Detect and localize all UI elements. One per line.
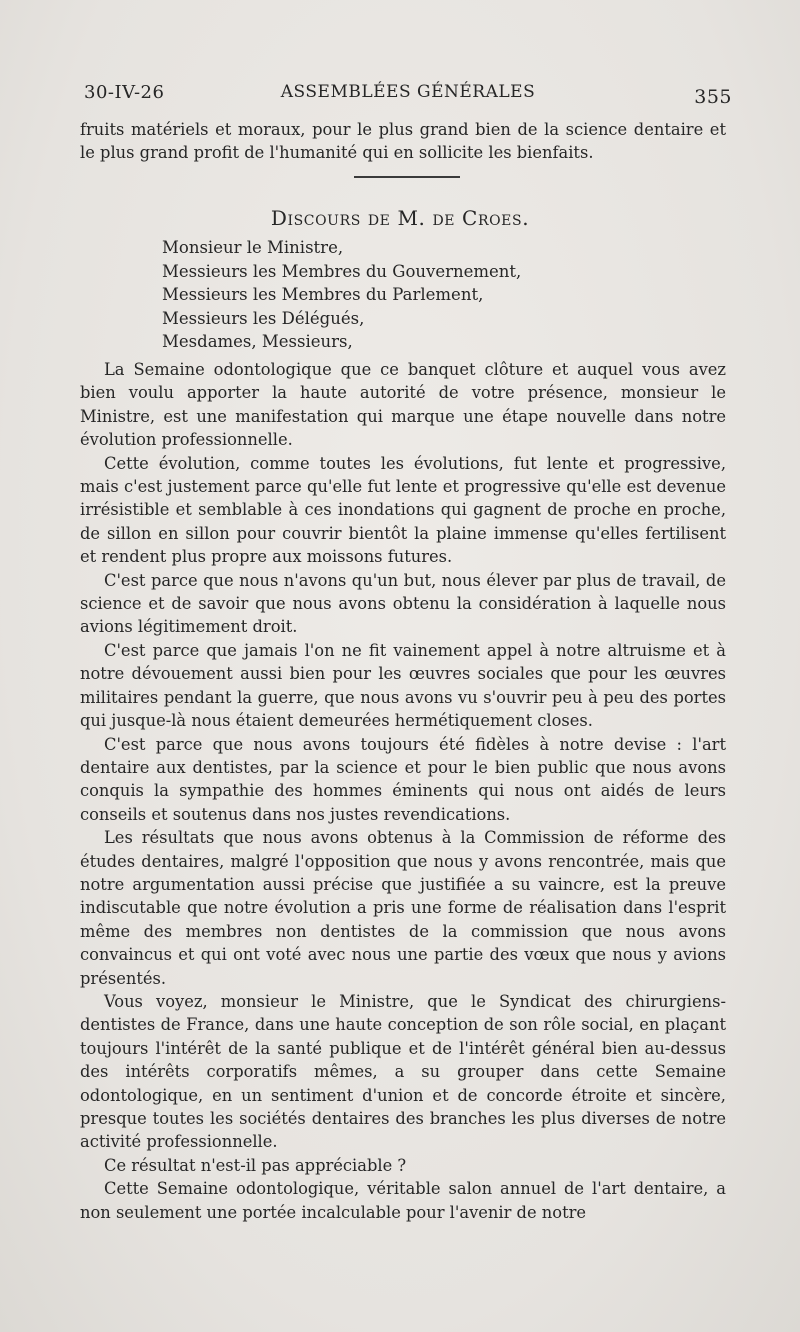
speech-title: Discours de M. de Croes. xyxy=(270,206,530,230)
salutation-line: Mesdames, Messieurs, xyxy=(162,332,353,351)
salutation-block xyxy=(162,236,521,354)
body-paragraph: Vous voyez, monsieur le Ministre, que le Syndicat des chirurgiens-dentistes de France, dans une haute conception de son rôle social, en plaçant toujours l'intérêt de la santé publique et de l'intérêt général bien au-dessus des intérêts corporatifs mêmes, a su grouper dans cette Semaine odontologique, en un sentiment d'union et de concorde étroite et sincère, presque toutes les sociétés dentaires des branches les plus diverses de notre activité professionnelle. xyxy=(80,991,726,1152)
header-section-title: ASSEMBLÉES GÉNÉRALES xyxy=(280,82,536,102)
body-paragraph: C'est parce que jamais l'on ne fit vainement appel à notre altruisme et à notre dévouement aussi bien pour les œuvres sociales que pour les œuvres militaires pendant la guerre, que nous avons vu s'ouvrir peu à peu des portes qui jusque-là nous étaient demeurées hermétiquement closes. xyxy=(80,640,726,731)
body-paragraph: La Semaine odontologique que ce banquet clôture et auquel vous avez bien voulu apporter la haute autorité de votre présence, monsieur le Ministre, est une manifestation qui marque une étape nouvelle dans notre évolution professionnelle. xyxy=(80,360,726,450)
salutation-line: Messieurs les Délégués, xyxy=(162,308,365,328)
body-paragraph: Ce résultat n'est-il pas appréciable ? xyxy=(104,1155,407,1175)
body-paragraph: Cette évolution, comme toutes les évolutions, fut lente et progressive, mais c'est justement parce qu'elle fut lente et progressive qu'elle est devenue irrésistible et semblable à ces inondations qui gagnent de proche en proche, de sillon en sillon pour couvrir bientôt la plaine immense qu'elles fertilisent et rendent plus propre aux moissons futures. xyxy=(80,453,726,567)
salutation-line: Messieurs les Membres du Parlement, xyxy=(162,285,484,304)
header-date: 30-IV-26 xyxy=(84,82,165,103)
salutation-line: Messieurs les Membres du Gouvernement, xyxy=(162,261,522,281)
body-paragraph: C'est parce que nous n'avons qu'un but, nous élever par plus de travail, de science et de savoir que nous avons obtenu la considération à laquelle nous avions légitimement droit. xyxy=(80,570,726,637)
intro-paragraph: fruits matériels et moraux, pour le plus grand bien de la science dentaire et le plus grand profit de l'humanité qui en sollicite les bienfaits. xyxy=(80,120,726,163)
speech-body xyxy=(80,358,726,1224)
page-number: 355 xyxy=(694,86,732,108)
body-paragraph: C'est parce que nous avons toujours été fidèles à notre devise : l'art dentaire aux dentistes, par la science et pour le bien public que nous avons conquis la sympathie des hommes éminents qui nous ont aidés de leurs conseils et soutenus dans nos justes revendications. xyxy=(80,734,726,824)
salutation-line: Monsieur le Ministre, xyxy=(162,238,344,257)
running-header xyxy=(84,80,732,110)
body-paragraph: Cette Semaine odontologique, véritable salon annuel de l'art dentaire, a non seulement une portée incalculable pour l'avenir de notre xyxy=(80,1179,726,1222)
body-paragraph: Les résultats que nous avons obtenus à la Commission de réforme des études dentaires, malgré l'opposition que nous y avons rencontrée, mais que notre argumentation aussi précise que justifiée a su vaincre, est la preuve indiscutable que notre évolution a pris une forme de réalisation dans l'esprit même des membres non dentistes de la commission que nous avons convaincus et qui ont voté avec nous une partie des vœux que nous y avions présentés. xyxy=(80,828,726,988)
intro-block xyxy=(80,118,726,165)
section-divider xyxy=(354,176,460,178)
